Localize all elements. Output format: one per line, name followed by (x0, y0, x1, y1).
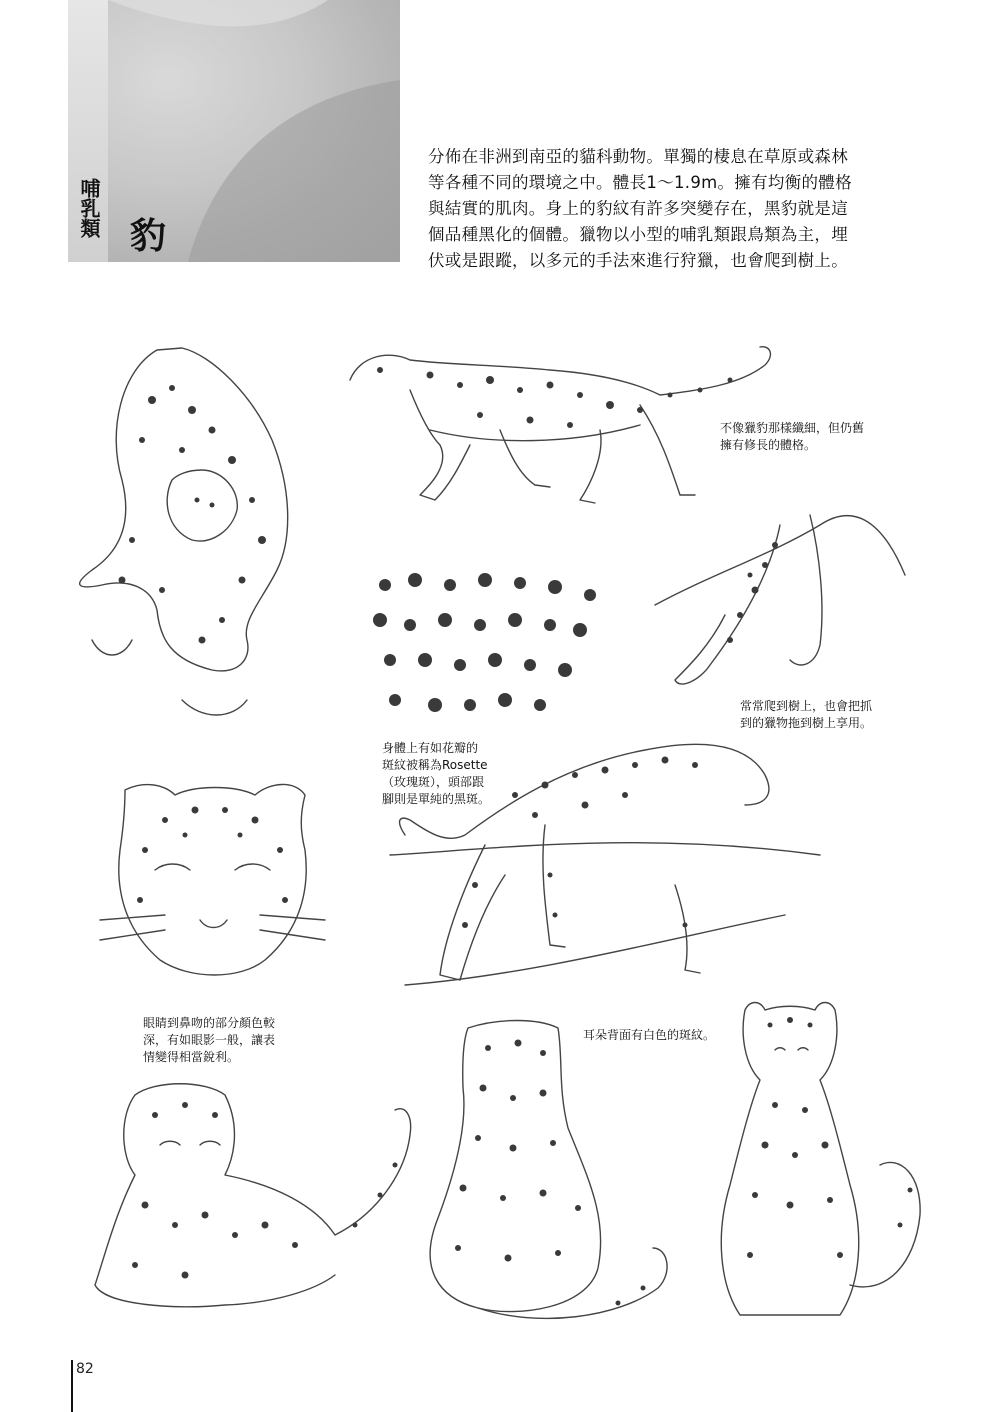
intro-paragraph (428, 144, 898, 274)
caption-line: 擁有修長的體格。 (720, 438, 817, 452)
page-number: 82 (76, 1361, 94, 1377)
caption-line: 腳則是單純的黑斑。 (382, 792, 491, 806)
intro-line: 與結實的肌肉。身上的豹紋有許多突變存在，黑豹就是這 (428, 199, 848, 218)
intro-line: 分佈在非洲到南亞的貓科動物。單獨的棲息在草原或森林 (428, 147, 848, 166)
lying-leopard-sketch (75, 1075, 425, 1325)
eyes-caption (143, 1015, 275, 1066)
header-banner (68, 0, 400, 262)
header-arc-decoration (68, 0, 400, 262)
walking-caption (720, 420, 864, 454)
caption-line: 到的獵物拖到樹上享用。 (740, 716, 873, 730)
walking-leopard-sketch (340, 335, 780, 515)
category-label: 哺乳類 (77, 178, 101, 238)
tree-caption (740, 698, 872, 732)
caption-line: 斑紋被稱為Rosette (382, 758, 488, 772)
caption-line: 不像獵豹那樣纖細，但仍舊 (720, 421, 865, 435)
page-edge-rule (71, 1360, 73, 1412)
intro-line: 個品種黑化的個體。獵物以小型的哺乳類跟鳥類為主，埋 (428, 225, 848, 244)
caption-line: 身體上有如花瓣的 (382, 741, 479, 755)
tree-climbing-sketch (650, 495, 910, 695)
intro-line: 伏或是跟蹤，以多元的手法來進行狩獵，也會爬到樹上。 (428, 251, 848, 270)
intro-line: 等各種不同的環境之中。體長1～1.9m。擁有均衡的體格 (428, 173, 852, 192)
caption-line: 深，有如眼影一般，讓表 (143, 1033, 276, 1047)
resting-leopard-sketch (385, 735, 825, 1000)
caption-line: 常常爬到樹上，也會把抓 (740, 699, 873, 713)
caption-line: 情變得相當銳利。 (143, 1050, 240, 1064)
rosette-pattern-sketch (365, 565, 605, 725)
sitting-front-leopard-sketch (700, 995, 935, 1325)
leopard-face-sketch (95, 770, 330, 985)
sitting-back-leopard-sketch (418, 1018, 678, 1328)
crouching-leopard-sketch (62, 340, 332, 735)
caption-line: 耳朵背面有白色的斑紋。 (583, 1028, 716, 1042)
page-title: 豹 (130, 215, 167, 257)
caption-line: （玫瑰斑），頭部跟 (382, 775, 485, 789)
caption-line: 眼睛到鼻吻的部分顏色較 (143, 1016, 276, 1030)
